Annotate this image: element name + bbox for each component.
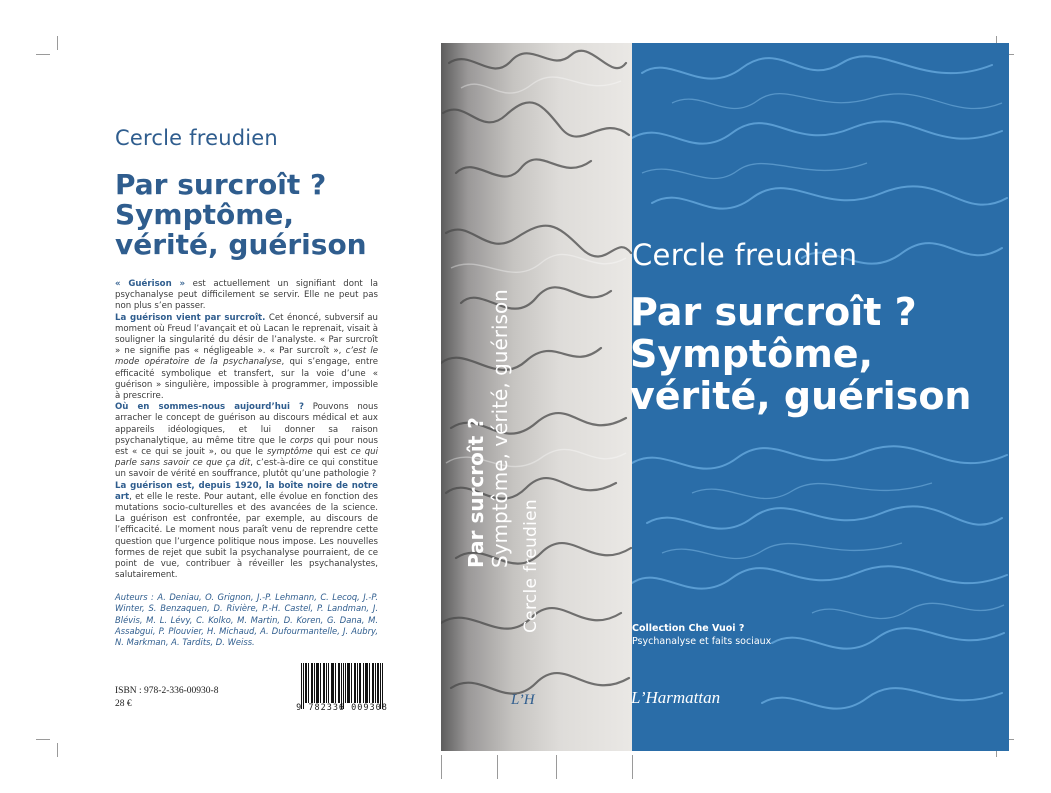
crop-mark — [632, 755, 633, 779]
crop-mark — [57, 36, 58, 50]
barcode-number: 9 782336 009308 — [296, 703, 388, 713]
back-title-line: vérité, guérison — [115, 228, 367, 261]
crop-mark — [441, 755, 442, 779]
back-title — [115, 170, 385, 260]
crop-mark — [36, 739, 50, 740]
blurb-text: Pouvons nous arracher le concept de guérison au discours médical et aux appareils idéologiques, et lui donner sa raison psychanalytique, au même titre que le — [115, 402, 378, 446]
back-title-line: Par surcroît ? — [115, 168, 327, 201]
back-author: Cercle freudien — [115, 126, 278, 150]
blurb-italic: c’est le mode opératoire de la psychanalyse — [115, 346, 379, 368]
publisher-logo: L’Harmattan — [631, 688, 721, 707]
blurb-bold: « Guérison » — [115, 279, 186, 289]
back-title-line: Symptôme, — [115, 198, 295, 231]
front-title-line: Par surcroît ? — [630, 290, 917, 334]
blurb-text: , et elle le reste. Pour autant, elle évolue en fonction des mutations socio-culturelles et des avancées de la science. La guérison est confrontée, par exemple, au discours de l’efficacité. Le moment nous paraît venu de reprendre cette question que l’urgence politique nous impose. Les nouvelles formes de rejet que subit la psychanalyse pourraient, de ce point de vue, contribuer à réveiller les psychanalystes, salutairement. — [115, 491, 378, 581]
blurb-paragraph — [115, 279, 378, 313]
back-blurb — [115, 279, 378, 581]
collection-subtitle: Psychanalyse et faits sociaux — [632, 636, 772, 647]
blurb-italic: symptôme — [266, 447, 313, 458]
crop-mark — [36, 54, 50, 55]
authors-list: Auteurs : A. Deniau, O. Grignon, J.-P. Lehmann, C. Lecoq, J.-P. Winter, S. Benzaquen, D. Rivière, P.-H. Castel, P. Landman, J. Blévis, M. L. Lévy, C. Kolko, M. Martin, D. Koren, G. Dana, M. Assabgui, P. Plouvier, H. Michaud, A. Dufourmantelle, J. Aubry, N. Markman, A. Tardits, D. Weiss. — [115, 592, 378, 648]
isbn-block — [115, 685, 218, 711]
blurb-italic: ce qui parle sans savoir ce que ça dit — [115, 447, 378, 469]
blurb-text: est actuellement un signifiant dont la psychanalyse peut difficilement se servir. Elle ne peut pas non plus s’en passer. — [115, 279, 378, 312]
blurb-paragraph — [115, 481, 378, 582]
front-title-line: vérité, guérison — [630, 374, 972, 418]
price-text: 28 € — [115, 699, 132, 709]
spine-title-line1: Par surcroît ? — [464, 417, 488, 568]
blurb-bold: La guérison est, depuis 1920, la boîte noire de notre art — [115, 480, 378, 502]
spine-title-line2: Symptôme, vérité, guérison — [488, 289, 512, 568]
crop-mark — [497, 755, 498, 779]
blurb-bold: La guérison vient par surcroît. — [115, 312, 266, 323]
blurb-paragraph — [115, 313, 378, 403]
collection-name: Collection Che Vuoi ? — [632, 623, 745, 634]
spine-publisher-logo: L’H — [511, 692, 535, 708]
blurb-text: qui est — [312, 447, 351, 458]
crop-mark — [57, 743, 58, 757]
blurb-paragraph — [115, 402, 378, 480]
blurb-bold: Où en sommes-nous aujourd’hui ? — [115, 402, 304, 413]
blurb-italic: corps — [289, 435, 314, 446]
spine-author: Cercle freudien — [521, 499, 541, 633]
front-author: Cercle freudien — [632, 238, 858, 272]
front-title-line: Symptôme, — [630, 332, 874, 376]
blurb-text: , c’est-à-dire ce qui constitue un savoir de vérité en souffrance, plutôt qu’une pathologie ? — [115, 458, 378, 480]
front-title — [630, 291, 971, 417]
blurb-text: Cet énoncé, subversif au moment où Freud l’avançait et où Lacan le reprenait, visait à souligner la singularité du désir de l’analyste. « Par surcroît » ne signifie pas « négligeable ». « Par surcroît », — [115, 312, 379, 357]
blurb-text: , qui s’engage, entre efficacité symbolique et transfert, sur la voie d’une « guérison » singulière, impossible à programmer, impossible à prescrire. — [115, 357, 378, 402]
spine-title — [464, 108, 512, 568]
isbn-text: ISBN : 978-2-336-00930-8 — [115, 686, 219, 696]
blurb-text: qui pour nous est « ce qui se jouit », ou que le — [115, 435, 378, 458]
crop-mark — [556, 755, 557, 779]
